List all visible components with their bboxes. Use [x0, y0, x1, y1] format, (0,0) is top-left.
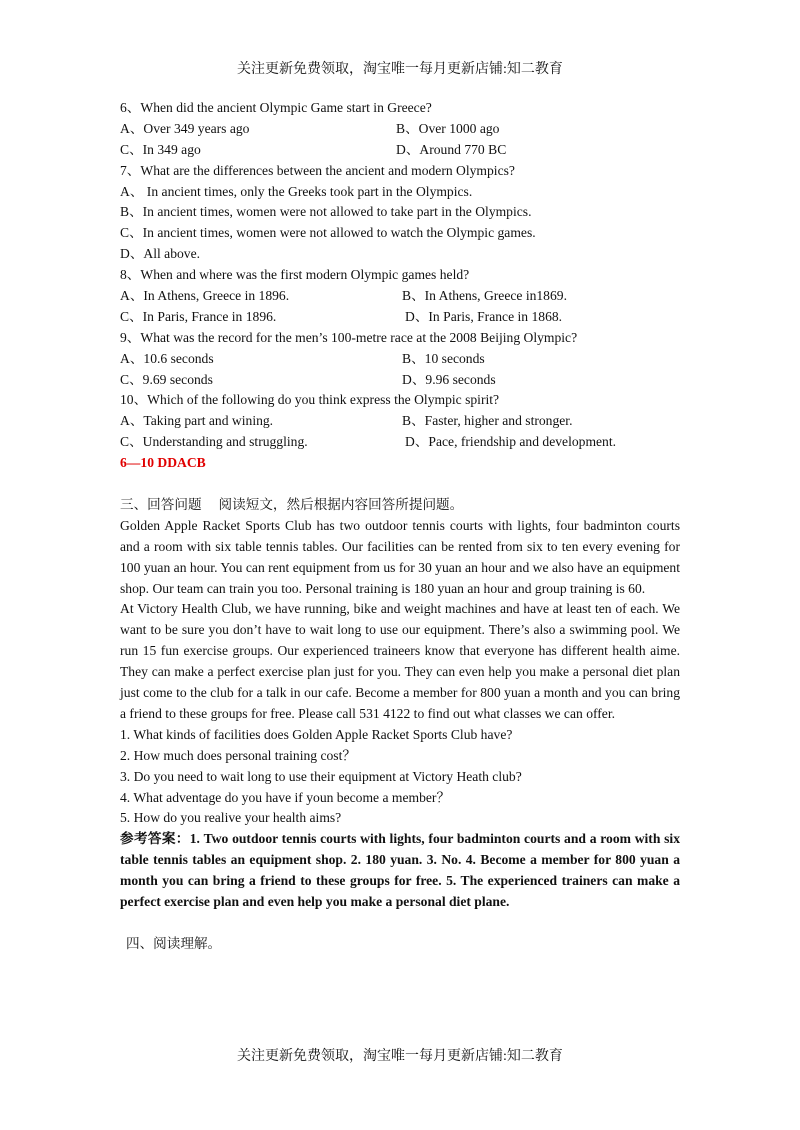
question-7: 7、What are the differences between the ancient and modern Olympics?: [120, 162, 515, 178]
option-9b: B、10 seconds: [402, 350, 485, 366]
option-8d: D、In Paris, France in 1868.: [405, 308, 563, 324]
document-body: [120, 98, 680, 955]
spacer: [120, 913, 680, 934]
option-7a: A、 In ancient times, only the Greeks took part in the Olympics.: [120, 183, 473, 199]
passage-question-1: 1. What kinds of facilities does Golden Apple Racket Sports Club have?: [120, 726, 513, 742]
question-10: 10、Which of the following do you think express the Olympic spirit?: [120, 392, 500, 408]
option-10c: C、Understanding and struggling.: [120, 434, 308, 450]
option-8a: A、In Athens, Greece in 1896.: [120, 288, 290, 304]
question-8: 8、When and where was the first modern Olympic games held?: [120, 267, 470, 283]
options-row: [120, 119, 680, 140]
options-row: [120, 140, 680, 161]
option-6c: C、In 349 ago: [120, 141, 201, 157]
options-row: [120, 411, 680, 432]
page-header: 关注更新免费领取，淘宝唯一每月更新店铺:知二教育: [237, 62, 563, 77]
option-9a: A、10.6 seconds: [120, 350, 214, 366]
options-row: [120, 370, 680, 391]
reference-answer: 参考答案：1. Two outdoor tennis courts with lights, four badminton courts and a room with six table tennis tables an equipment shop. 2. 180 yuan. 3. No. 4. Become a member for 800 yuan a month you can bring a friend to these groups for free. 5. The experienced trainers can make a perfect exercise plan and even help you make a personal diet plane.: [120, 831, 680, 910]
option-6d: D、Around 770 BC: [396, 141, 507, 157]
option-7c: C、In ancient times, women were not allowed to watch the Olympic games.: [120, 225, 536, 241]
option-8c: C、In Paris, France in 1896.: [120, 308, 277, 324]
passage-question-5: 5. How do you realive your health aims?: [120, 810, 342, 826]
answer-key-6-10: 6—10 DDACB: [120, 455, 206, 471]
option-7d: D、All above.: [120, 246, 201, 262]
section-3-title: 三、回答问题 阅读短文，然后根据内容回答所提问题。: [120, 496, 464, 512]
options-row: [120, 349, 680, 370]
options-row: [120, 286, 680, 307]
option-9c: C、9.69 seconds: [120, 371, 213, 387]
question-9: 9、What was the record for the men’s 100-metre race at the 2008 Beijing Olympic?: [120, 329, 578, 345]
option-7b: B、In ancient times, women were not allowed to take part in the Olympics.: [120, 204, 532, 220]
option-9d: D、9.96 seconds: [402, 371, 496, 387]
options-row: [120, 307, 680, 328]
page-footer: 关注更新免费领取，淘宝唯一每月更新店铺:知二教育: [237, 1049, 563, 1064]
option-6a: A、Over 349 years ago: [120, 120, 250, 136]
spacer: [120, 474, 680, 495]
option-10d: D、Pace, friendship and development.: [405, 434, 617, 450]
passage-question-3: 3. Do you need to wait long to use their equipment at Victory Heath club?: [120, 768, 522, 784]
option-6b: B、Over 1000 ago: [396, 120, 500, 136]
options-row: [120, 432, 680, 453]
passage-question-4: 4. What adventage do you have if youn become a member？: [120, 789, 451, 805]
option-10b: B、Faster, higher and stronger.: [402, 413, 573, 429]
option-10a: A、Taking part and wining.: [120, 413, 274, 429]
option-8b: B、In Athens, Greece in1869.: [402, 288, 567, 304]
question-6: 6、When did the ancient Olympic Game start in Greece?: [120, 100, 432, 115]
passage-paragraph-2: At Victory Health Club, we have running, bike and weight machines and have at least ten of each. We want to be sure you don’t have to wait long to use our equipment. There’s also a swimming pool. We run 15 fun exercise groups. Our experienced traineers know that everyone has different health aime. They can make a perfect exercise plan just for you. They can even help you make a personal diet plan just come to the club for a talk in our cafe. Become a member for 800 yuan a month and you can bring a friend to these groups for free. Please call 531 4122 to find out what classes we can offer.: [120, 601, 680, 721]
section-4-title: 四、阅读理解。: [126, 935, 222, 951]
passage-question-2: 2. How much does personal training cost？: [120, 747, 356, 763]
passage-paragraph-1: Golden Apple Racket Sports Club has two outdoor tennis courts with lights, four badminton courts and a room with six table tennis tables. Our facilities can be rented from six to ten every evening for 100 yuan an hour. You can rent equipment from us for 30 yuan an hour and we also have an equipment shop. Our team can train you too. Personal training is 180 yuan an hour and group training is 60.: [120, 517, 680, 596]
